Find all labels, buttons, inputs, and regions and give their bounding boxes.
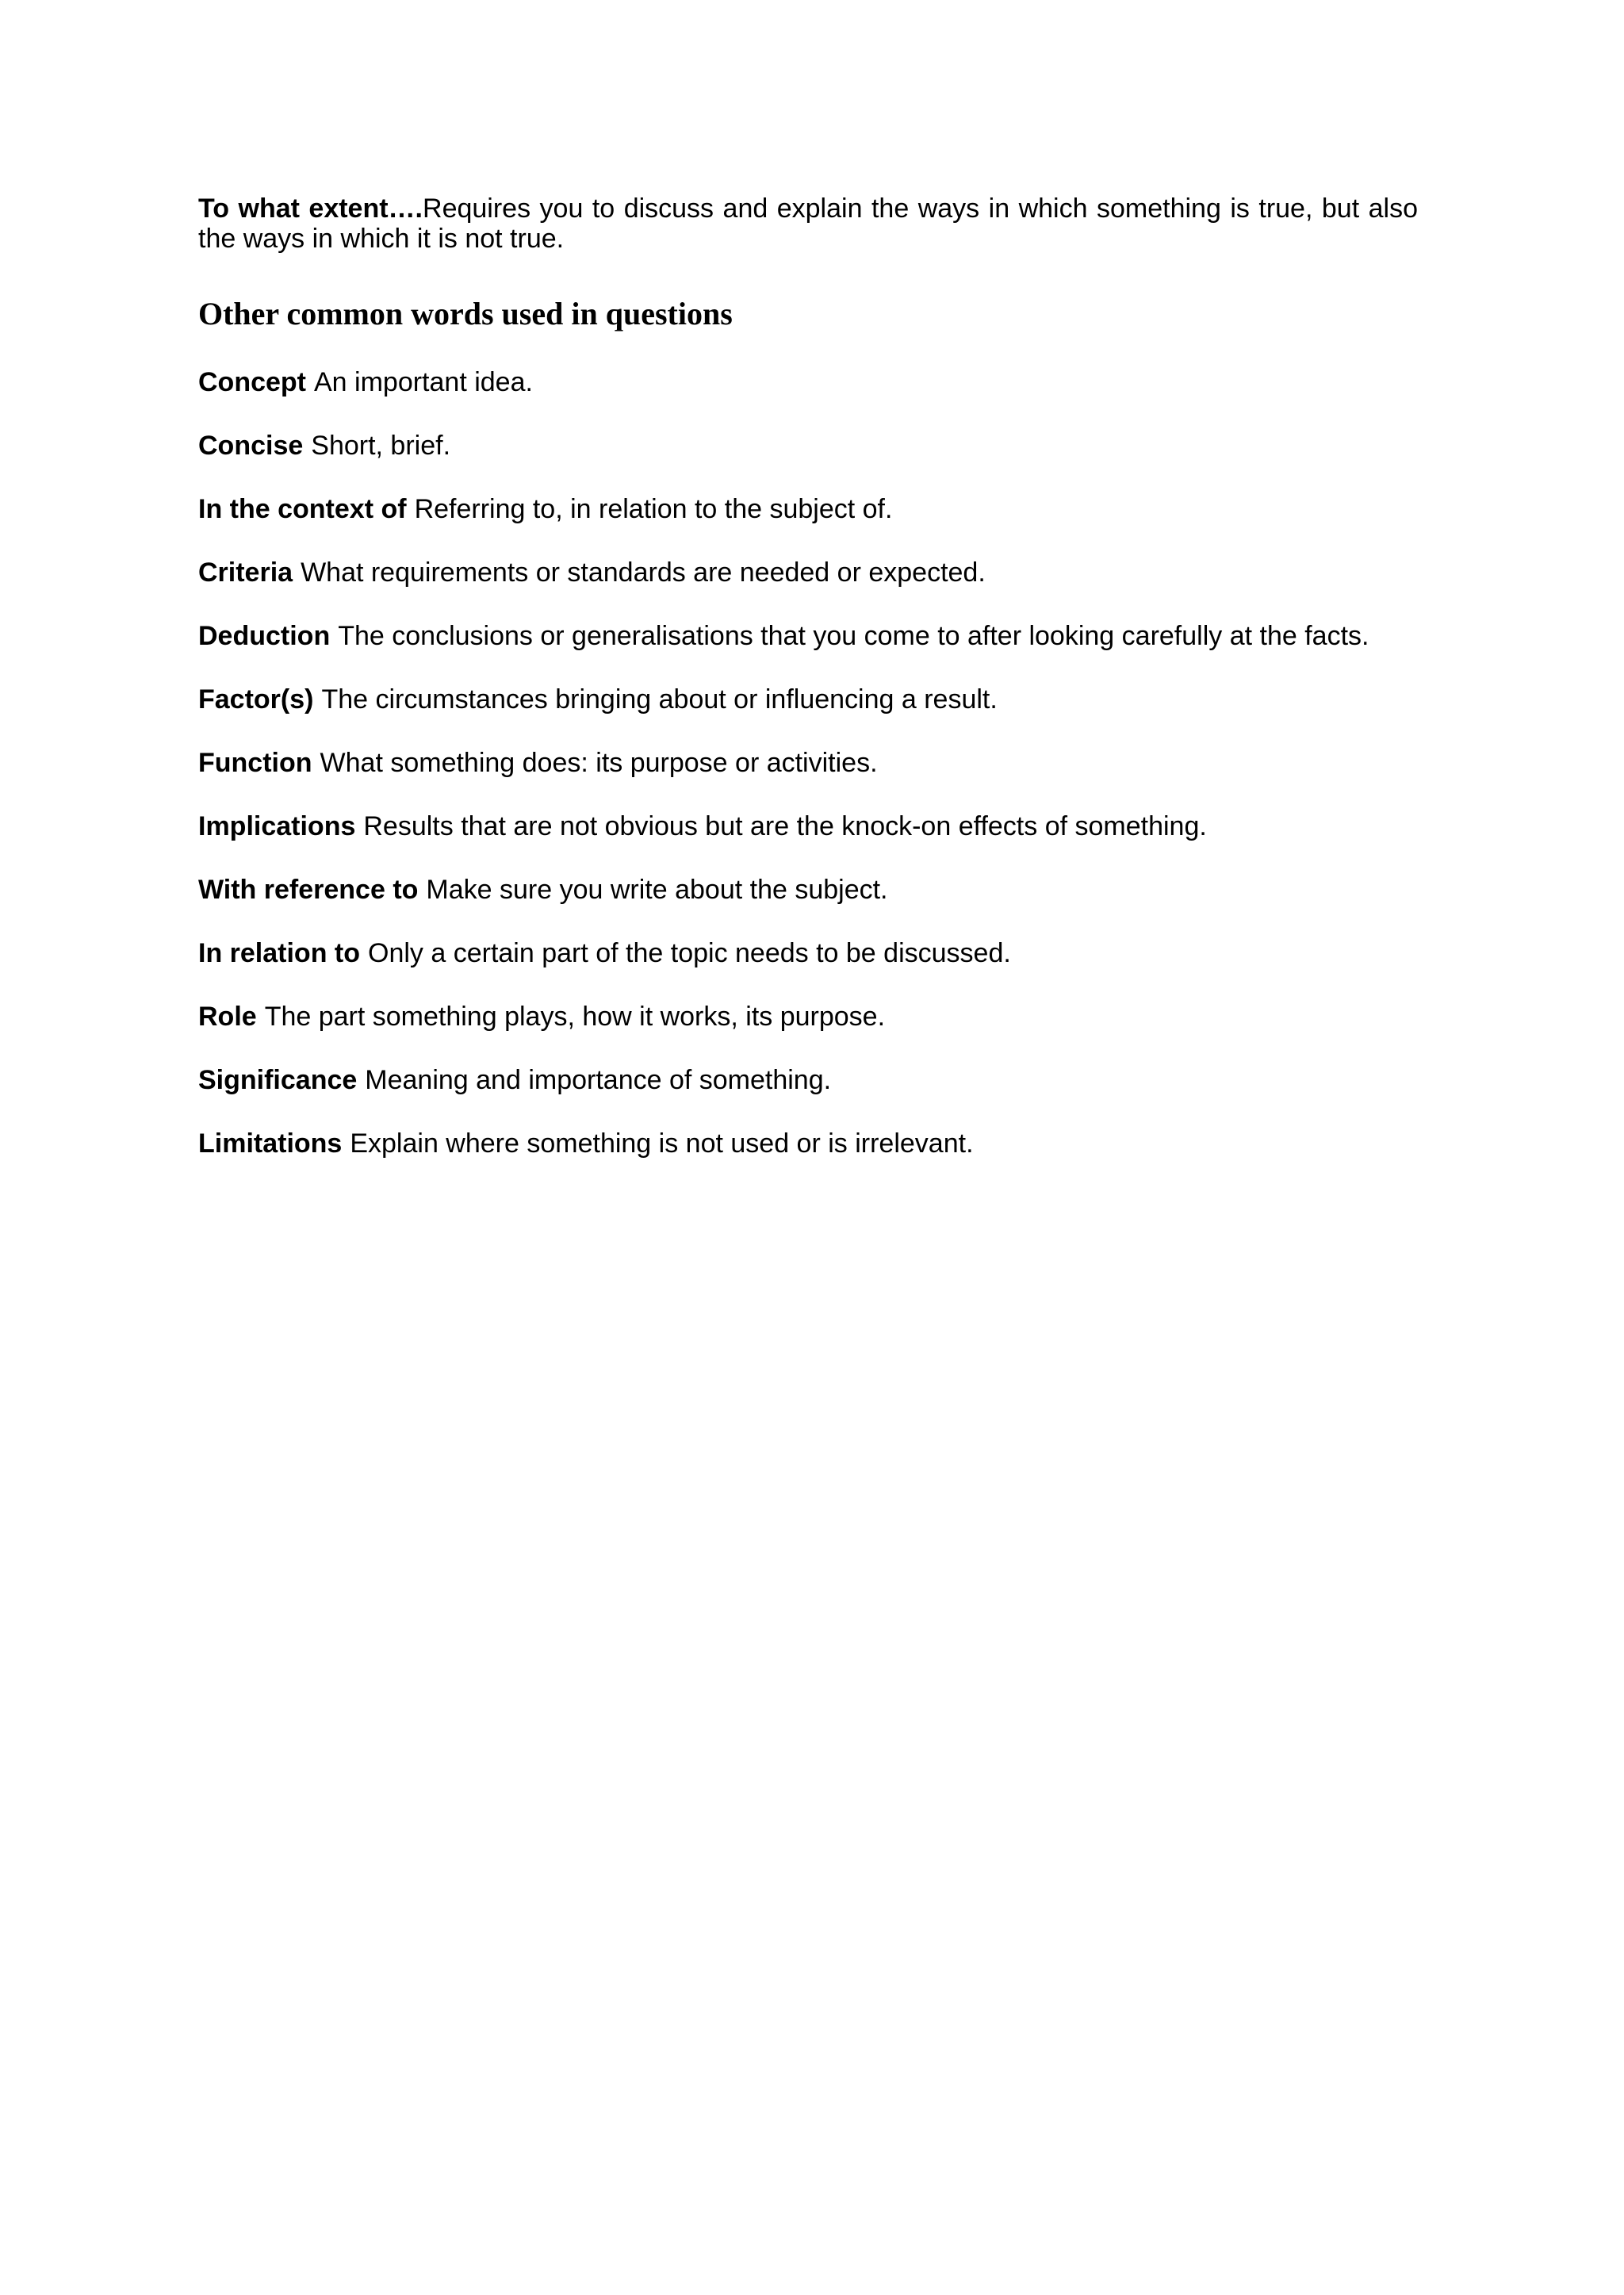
definition-text: Make sure you write about the subject. [426,875,888,905]
definition-item [198,1128,1418,1159]
definition-text: The part something plays, how it works, its purpose. [264,1002,886,1032]
intro-paragraph [198,193,1418,254]
definition-text: What requirements or standards are needed or expected. [301,557,986,588]
definition-item [198,430,1418,462]
definition-item [198,557,1418,588]
definition-term: Deduction [198,621,331,651]
definition-text: Results that are not obvious but are the knock-on effects of something. [363,811,1207,841]
definition-term: Significance [198,1065,358,1095]
section-heading: Other common words used in questions [198,296,733,331]
definition-item [198,684,1418,715]
definition-text: The circumstances bringing about or influencing a result. [321,684,998,715]
definition-term: In the context of [198,494,407,524]
definition-term: Concept [198,367,306,397]
definition-item [198,874,1418,906]
definition-term: Factor(s) [198,684,314,715]
definition-text: An important idea. [314,367,533,397]
definition-item [198,493,1418,525]
definition-term: Criteria [198,557,293,588]
definition-item [198,366,1418,398]
definition-list [198,366,1418,1191]
definition-text: Only a certain part of the topic needs to be discussed. [368,938,1011,968]
definition-term: With reference to [198,875,419,905]
definition-term: Concise [198,431,304,461]
definition-text: Short, brief. [311,431,451,461]
definition-term: In relation to [198,938,360,968]
intro-term: To what extent…. [198,193,423,224]
definition-text: Referring to, in relation to the subject of. [414,494,893,524]
definition-item [198,620,1418,652]
definition-item [198,1064,1418,1096]
intro-text: Requires you to discuss and explain the ways in which something is true, but also the ways in which it is not true. [198,193,1418,254]
definition-item [198,1001,1418,1033]
page-content [198,193,1418,1159]
definition-term: Limitations [198,1128,343,1159]
definition-term: Function [198,748,312,778]
definition-item [198,810,1418,842]
definition-text: What something does: its purpose or activities. [320,748,878,778]
definition-item [198,937,1418,969]
definition-text: Explain where something is not used or is irrelevant. [350,1128,974,1159]
definition-text: The conclusions or generalisations that you come to after looking carefully at the facts. [338,621,1369,651]
definition-item [198,747,1418,779]
definition-text: Meaning and importance of something. [365,1065,832,1095]
definition-term: Role [198,1002,257,1032]
definition-term: Implications [198,811,356,841]
